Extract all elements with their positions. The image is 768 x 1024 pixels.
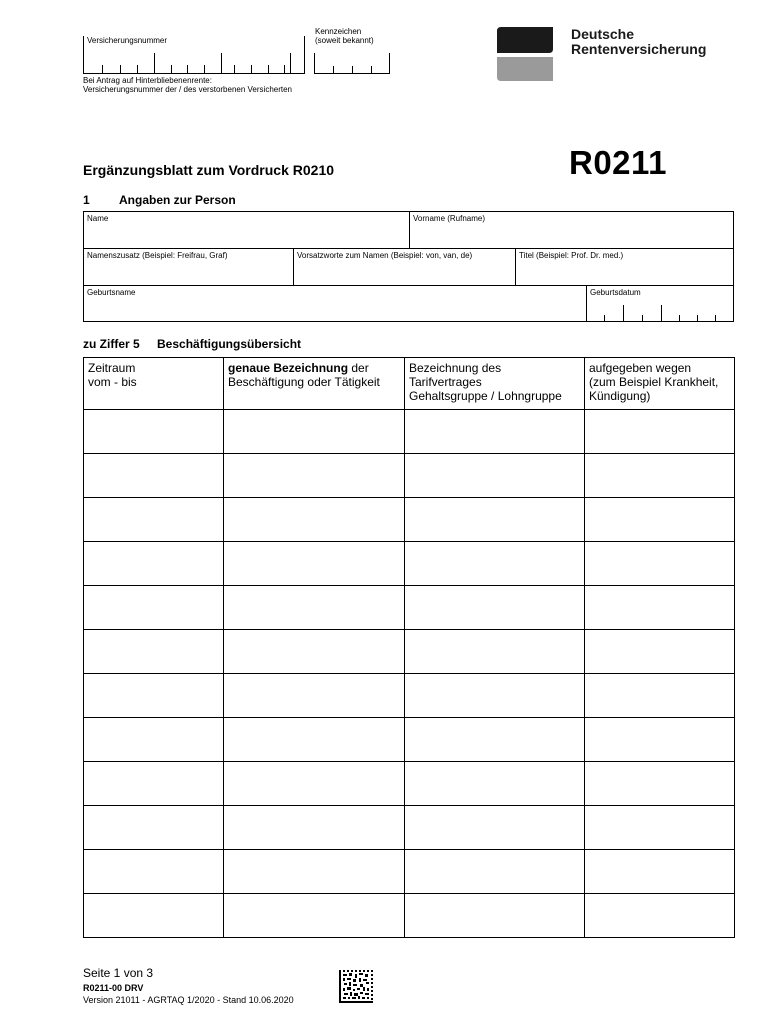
cell-zeitraum[interactable]	[84, 630, 224, 674]
col-zeitraum: Zeitraum vom - bis	[84, 358, 224, 410]
kennzeichen-input[interactable]	[314, 53, 390, 74]
cell-tarifvertrag[interactable]	[405, 454, 585, 498]
cell-aufgegeben[interactable]	[585, 542, 735, 586]
cell-tarifvertrag[interactable]	[405, 410, 585, 454]
cell-tarifvertrag[interactable]	[405, 850, 585, 894]
kennzeichen-label: Kennzeichen (soweit bekannt)	[315, 27, 374, 45]
titel-label: Titel (Beispiel: Prof. Dr. med.)	[519, 251, 624, 260]
cell-beschaeftigung[interactable]	[224, 542, 405, 586]
cell-tarifvertrag[interactable]	[405, 542, 585, 586]
cell-tarifvertrag[interactable]	[405, 586, 585, 630]
section5-prefix: zu Ziffer 5	[83, 337, 140, 351]
table-row	[84, 498, 735, 542]
namenszusatz-field[interactable]	[84, 249, 294, 285]
table-row	[84, 718, 735, 762]
cell-beschaeftigung[interactable]	[224, 674, 405, 718]
cell-beschaeftigung[interactable]	[224, 762, 405, 806]
cell-zeitraum[interactable]	[84, 586, 224, 630]
cell-aufgegeben[interactable]	[585, 674, 735, 718]
titel-field[interactable]	[516, 249, 733, 285]
cell-zeitraum[interactable]	[84, 850, 224, 894]
cell-beschaeftigung[interactable]	[224, 850, 405, 894]
cell-tarifvertrag[interactable]	[405, 630, 585, 674]
section5-title: Beschäftigungsübersicht	[157, 337, 302, 351]
vsnr-label: Versicherungsnummer	[87, 36, 168, 45]
drv-logo-text: Deutsche Rentenversicherung	[571, 26, 707, 57]
cell-aufgegeben[interactable]	[585, 718, 735, 762]
cell-tarifvertrag[interactable]	[405, 674, 585, 718]
cell-aufgegeben[interactable]	[585, 454, 735, 498]
table-row	[84, 850, 735, 894]
vorname-label: Vorname (Rufname)	[413, 214, 486, 223]
name-label: Name	[87, 214, 109, 223]
cell-aufgegeben[interactable]	[585, 498, 735, 542]
cell-zeitraum[interactable]	[84, 410, 224, 454]
cell-tarifvertrag[interactable]	[405, 498, 585, 542]
table-row	[84, 586, 735, 630]
version-info: Version 21011 - AGRTAQ 1/2020 - Stand 10.06.2020	[83, 995, 294, 1005]
cell-tarifvertrag[interactable]	[405, 762, 585, 806]
cell-beschaeftigung[interactable]	[224, 498, 405, 542]
vorsatzworte-label: Vorsatzworte zum Namen (Beispiel: von, van, de)	[297, 251, 473, 260]
vorname-field[interactable]	[410, 212, 733, 248]
datamatrix-code	[339, 970, 373, 1008]
table-row	[84, 894, 735, 938]
vsnr-input[interactable]	[83, 36, 305, 74]
table-row	[84, 762, 735, 806]
cell-aufgegeben[interactable]	[585, 630, 735, 674]
cell-aufgegeben[interactable]	[585, 850, 735, 894]
cell-zeitraum[interactable]	[84, 498, 224, 542]
person-grid	[83, 211, 734, 322]
cell-beschaeftigung[interactable]	[224, 586, 405, 630]
cell-zeitraum[interactable]	[84, 542, 224, 586]
table-row	[84, 806, 735, 850]
form-id: R0211-00 DRV	[83, 983, 144, 993]
cell-zeitraum[interactable]	[84, 894, 224, 938]
cell-zeitraum[interactable]	[84, 454, 224, 498]
table-row	[84, 542, 735, 586]
survivor-note: Bei Antrag auf Hinterbliebenenrente: Versicherungsnummer der / des verstorbenen Versicherten	[83, 76, 292, 94]
table-row	[84, 674, 735, 718]
namenszusatz-label: Namenszusatz (Beispiel: Freifrau, Graf)	[87, 251, 228, 260]
name-field[interactable]	[84, 212, 410, 248]
cell-zeitraum[interactable]	[84, 718, 224, 762]
section1-number: 1	[83, 193, 90, 207]
cell-aufgegeben[interactable]	[585, 410, 735, 454]
page-number: Seite 1 von 3	[83, 966, 154, 980]
cell-aufgegeben[interactable]	[585, 586, 735, 630]
geburtsdatum-label: Geburtsdatum	[590, 288, 641, 297]
section1-title: Angaben zur Person	[119, 193, 236, 207]
cell-zeitraum[interactable]	[84, 674, 224, 718]
cell-tarifvertrag[interactable]	[405, 806, 585, 850]
table-row	[84, 410, 735, 454]
cell-aufgegeben[interactable]	[585, 762, 735, 806]
table-row	[84, 454, 735, 498]
cell-beschaeftigung[interactable]	[224, 454, 405, 498]
table-row	[84, 630, 735, 674]
cell-beschaeftigung[interactable]	[224, 410, 405, 454]
cell-tarifvertrag[interactable]	[405, 718, 585, 762]
cell-beschaeftigung[interactable]	[224, 630, 405, 674]
drv-logo-mark	[497, 27, 553, 81]
col-aufgegeben-wegen: aufgegeben wegen (zum Beispiel Krankheit, Kündigung)	[585, 358, 735, 410]
cell-zeitraum[interactable]	[84, 806, 224, 850]
cell-tarifvertrag[interactable]	[405, 894, 585, 938]
col-tarifvertrag: Bezeichnung des Tarifvertrages Gehaltsgruppe / Lohngruppe	[405, 358, 585, 410]
cell-aufgegeben[interactable]	[585, 894, 735, 938]
geburtsname-field[interactable]	[84, 286, 587, 321]
col-bezeichnung-beschaeftigung: genaue Bezeichnung der Beschäftigung oder Tätigkeit	[224, 358, 405, 410]
table-header-row	[84, 358, 735, 410]
drv-logo	[497, 27, 553, 86]
employment-table	[83, 357, 735, 938]
vorsatzworte-field[interactable]	[294, 249, 516, 285]
geburtsname-label: Geburtsname	[87, 288, 136, 297]
cell-zeitraum[interactable]	[84, 762, 224, 806]
geburtsdatum-field[interactable]	[587, 286, 733, 321]
page-title: Ergänzungsblatt zum Vordruck R0210	[83, 162, 335, 178]
form-code: R0211	[569, 144, 667, 181]
cell-beschaeftigung[interactable]	[224, 718, 405, 762]
cell-aufgegeben[interactable]	[585, 806, 735, 850]
cell-beschaeftigung[interactable]	[224, 894, 405, 938]
cell-beschaeftigung[interactable]	[224, 806, 405, 850]
